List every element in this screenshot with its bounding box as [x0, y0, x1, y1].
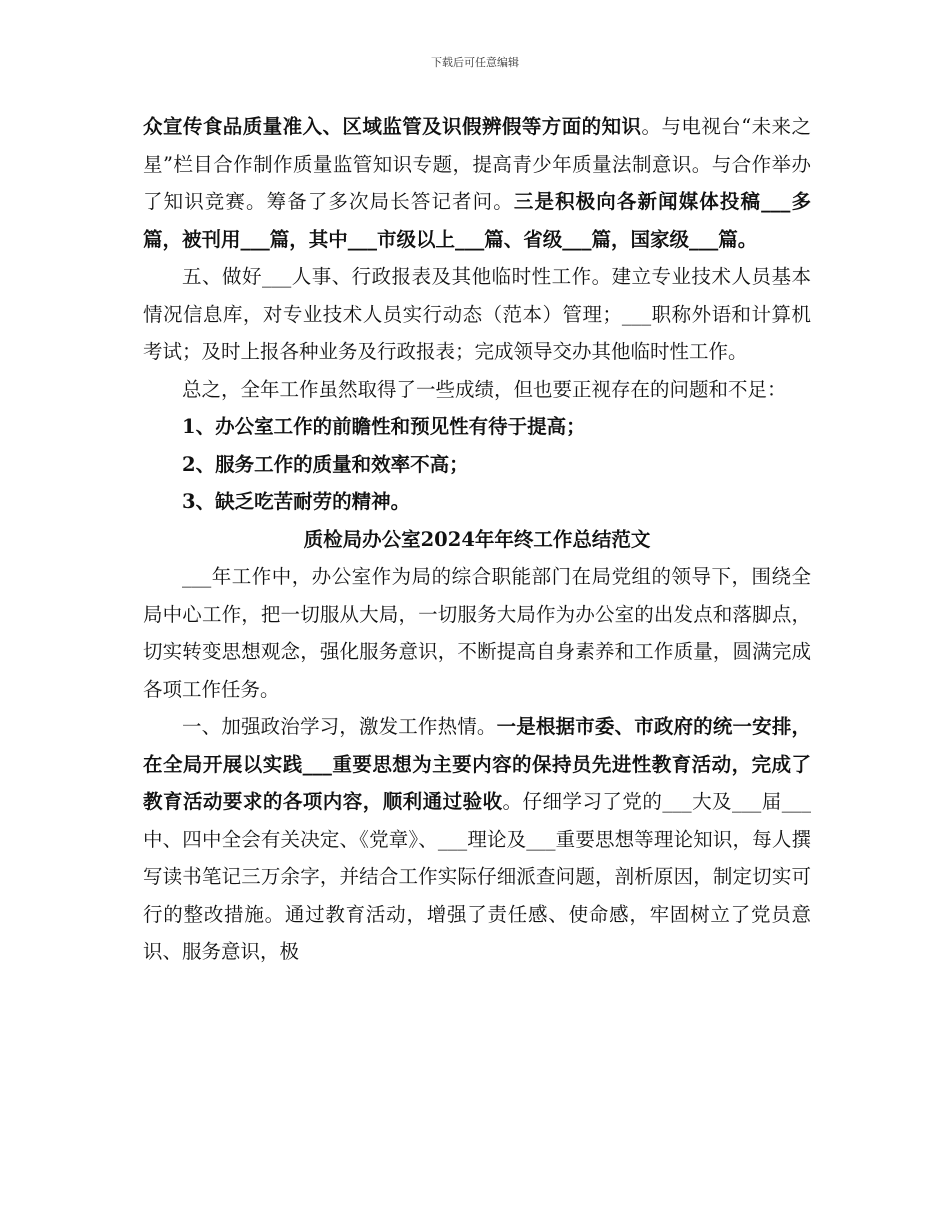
- bold-text: 众宣传食品质量准入、区域监管及识假辨假等方面的知识: [143, 115, 642, 138]
- paragraph-1: [143, 108, 811, 258]
- section-title: 质检局办公室2024年年终工作总结范文: [303, 527, 651, 551]
- normal-text: 。与电视台“未来之星”栏目合作制作质量监管知识专题，提高青少年质量法制意识。与合作举办了知识竞赛。筹备了多次局长答记者问。: [143, 115, 811, 213]
- list-item: 1、办公室工作的前瞻性和预见性有待于提高；: [182, 415, 586, 438]
- list-item: 3、缺乏吃苦耐劳的精神。: [182, 490, 411, 513]
- paragraph-3: 总之，全年工作虽然取得了一些成绩，但也要正视存在的问题和不足：: [182, 377, 787, 401]
- bold-text: 一是根据市委、市政府的统一安排，在全局开展以实践___重要思想为主要内容的保持员先进性教育活动，完成了教育活动要求的各项内容，顺利通过验收: [143, 715, 811, 813]
- paragraph-4: ___年工作中，办公室作为局的综合职能部门在局党组的领导下，围绕全局中心工作，把一切服从大局，一切服务大局作为办公室的出发点和落脚点，切实转变思想观念，强化服务意识，不断提高自身素养和工作质量，圆满完成各项工作任务。: [143, 565, 811, 701]
- list-item: 2、服务工作的质量和效率不高；: [182, 452, 469, 476]
- normal-text: 。仔细学习了党的___大及___届___中、四中全会有关决定、《党章》、___理论及___重要思想等理论知识，每人撰写读书笔记三万余字，并结合工作实际仔细派查问题，剖析原因，制定切实可行的整改措施。通过教育活动，增强了责任感、使命感，牢固树立了党员意识、服务意识，极: [143, 790, 811, 963]
- paragraph-5: [143, 708, 811, 971]
- normal-text: 一、加强政治学习，激发工作热情。: [182, 715, 497, 738]
- document-body: [143, 108, 811, 971]
- page-header: 下载后可任意编辑: [431, 56, 519, 69]
- paragraph-2: 五、做好___人事、行政报表及其他临时性工作。建立专业技术人员基本情况信息库，对专业技术人员实行动态（范本）管理；___职称外语和计算机考试；及时上报各种业务及行政报表；完成领导交办其他临时性工作。: [143, 265, 811, 363]
- bold-text: 三是积极向各新闻媒体投稿___多篇，被刊用___篇，其中___市级以上___篇、省级___篇，国家级___篇。: [143, 190, 811, 251]
